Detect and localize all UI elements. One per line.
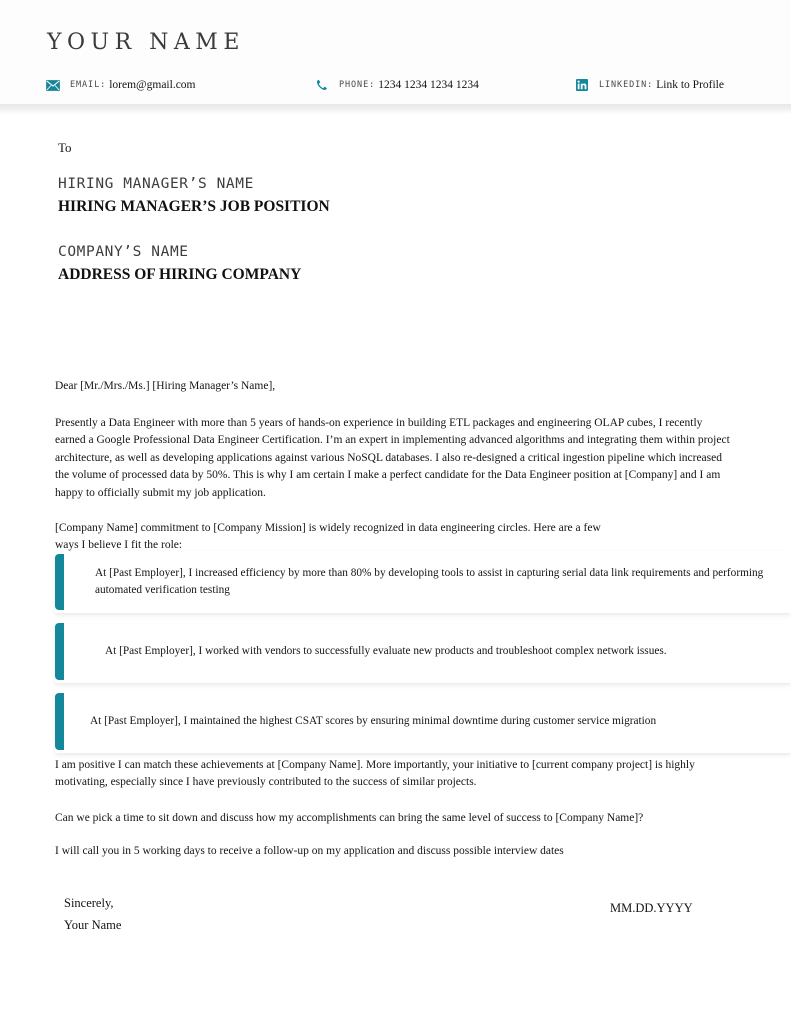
contact-colon-email: : [100, 80, 106, 90]
phone-icon [315, 78, 329, 92]
achievement-text: At [Past Employer], I maintained the highest CSAT scores by ensuring minimal downtime during customer service migration [90, 715, 657, 728]
achievement-list [55, 551, 791, 753]
closing-spacer-a [55, 792, 735, 810]
letter-body [55, 378, 735, 555]
contact-colon-phone: : [369, 80, 375, 90]
hiring-manager-position: HIRING MANAGER’S JOB POSITION [58, 198, 330, 216]
contact-item-phone[interactable] [315, 76, 479, 94]
contact-label-email: EMAIL [70, 80, 101, 90]
contact-colon-linkedin: : [647, 80, 653, 90]
contact-label-phone: PHONE [339, 80, 370, 90]
body-paragraph-5: I will call you in 5 working days to receive a follow-up on my application and discuss possible interview dates [55, 845, 564, 858]
body-paragraph-4: Can we pick a time to sit down and discuss how my accomplishments can bring the same level of success to [Company Name]? [55, 811, 644, 824]
company-name: COMPANY’S NAME [58, 244, 189, 261]
recipient-spacer [58, 218, 558, 242]
body-paragraph-2: [Company Name] commitment to [Company Mission] is widely recognized in data engineering circles. Here are a few ways I believe I fit the role: [55, 522, 601, 552]
contact-row [0, 76, 791, 96]
contact-value-email[interactable]: lorem@gmail.com [109, 79, 196, 91]
page-title: YOUR NAME [47, 30, 245, 55]
accent-bar [55, 554, 64, 610]
accent-bar [55, 623, 64, 680]
signature-block [0, 893, 791, 953]
achievement-card [55, 690, 791, 753]
salutation: Dear [Mr./Mrs./Ms.] [Hiring Manager’s Name], [55, 380, 276, 392]
body-paragraph-1: Presently a Data Engineer with more than 5 years of hands-on experience in building ETL packages and engineering OLAP cubes, I recently earned a Google Professional Data Engineer Certification. I’m an expert in implementing advanced algorithms and integrating them within project architecture, as well as developing applications against various NoSQL databases. I also re-designed a critical ingestion pipeline which increased the volume of processed data by 50%. This is why I am certain I make a perfect candidate for the Data Engineer position at [Company] and I am happy to officially submit my job application. [55, 416, 730, 499]
achievement-card [55, 551, 791, 613]
contact-value-phone[interactable]: 1234 1234 1234 1234 [378, 79, 479, 91]
header-divider [0, 104, 791, 114]
letter-date: MM.DD.YYYY [610, 901, 693, 915]
envelope-icon [46, 78, 60, 92]
contact-item-email[interactable] [46, 76, 196, 94]
achievement-text: At [Past Employer], I worked with vendors to successfully evaluate new products and troubleshoot complex network issues. [105, 645, 667, 658]
letterhead-header [0, 0, 791, 104]
contact-label-linkedin: LINKEDIN [599, 80, 648, 90]
signature-left [64, 893, 121, 937]
body-paragraph-3: I am positive I can match these achievements at [Company Name]. More importantly, your initiative to [current company project] is highly motivating, especially since I have previously contributed to the success of similar projects. [55, 759, 695, 789]
to-label: To [58, 140, 72, 155]
contact-item-linkedin[interactable] [575, 76, 724, 94]
accent-bar [55, 693, 64, 750]
contact-value-linkedin[interactable]: Link to Profile [656, 79, 724, 91]
achievement-card [55, 620, 791, 683]
letter-closing [55, 757, 735, 861]
achievement-text: At [Past Employer], I increased efficiency by more than 80% by developing tools to assist in capturing serial data link requirements and performing automated verification testing [95, 567, 764, 596]
linkedin-icon [575, 78, 589, 92]
closing-spacer-b [55, 827, 735, 843]
company-address: ADDRESS OF HIRING COMPANY [58, 266, 302, 284]
recipient-block [58, 140, 558, 287]
closing-word: Sincerely, [64, 896, 114, 910]
signer-name: Your Name [64, 917, 122, 932]
hiring-manager-name: HIRING MANAGER’S NAME [58, 176, 254, 192]
